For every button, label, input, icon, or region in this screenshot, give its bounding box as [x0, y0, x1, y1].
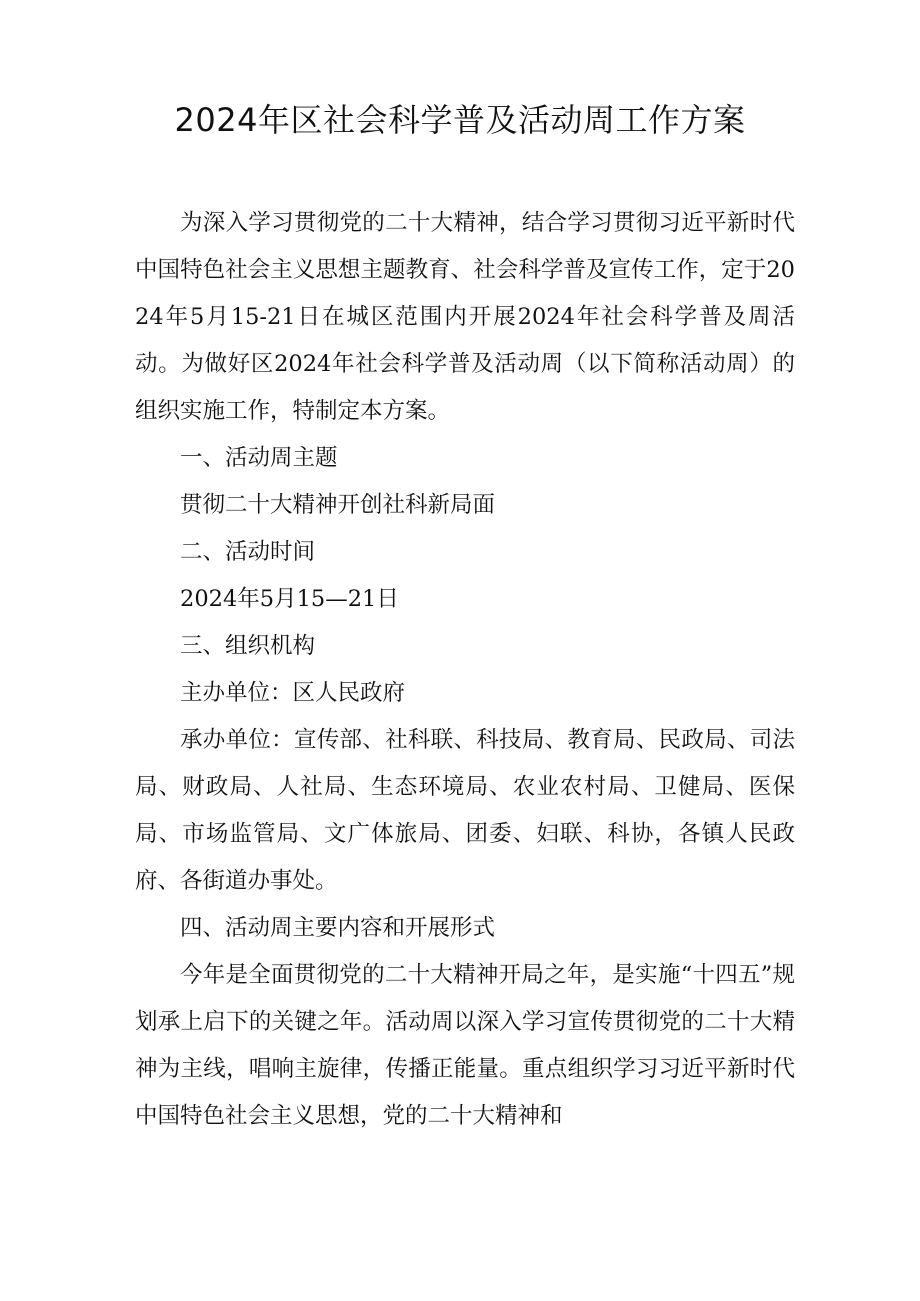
section-heading-content: 四、活动周主要内容和开展形式	[180, 915, 496, 941]
section-heading-theme: 一、活动周主题	[180, 445, 338, 471]
section-heading-organization: 三、组织机构	[180, 633, 316, 659]
theme-text: 贯彻二十大精神开创社科新局面	[180, 492, 496, 518]
section-heading-time: 二、活动时间	[180, 539, 316, 565]
intro-paragraph: 为深入学习贯彻党的二十大精神，结合学习贯彻习近平新时代中国特色社会主义思想主题教育、社会科学普及宣传工作，定于2024年5月15-21日在城区范围内开展2024年社会科学普及周活动。为做好区2024年社会科学普及活动周（以下简称活动周）的组织实施工作，特制定本方案。	[135, 210, 795, 424]
document-body	[135, 200, 795, 1140]
time-text: 2024年5月15—21日	[180, 586, 399, 612]
host-unit-text: 主办单位：区人民政府	[180, 680, 406, 706]
content-paragraph: 今年是全面贯彻党的二十大精神开局之年，是实施“十四五”规划承上启下的关键之年。活动周以深入学习宣传贯彻党的二十大精神为主线，唱响主旋律，传播正能量。重点组织学习习近平新时代中国特色社会主义思想，党的二十大精神和	[135, 962, 795, 1129]
document-title: 2024年区社会科学普及活动周工作方案	[174, 101, 746, 139]
organizer-units-paragraph: 承办单位：宣传部、社科联、科技局、教育局、民政局、司法局、财政局、人社局、生态环境局、农业农村局、卫健局、医保局、市场监管局、文广体旅局、团委、妇联、科协，各镇人民政府、各街道办事处。	[135, 727, 795, 894]
